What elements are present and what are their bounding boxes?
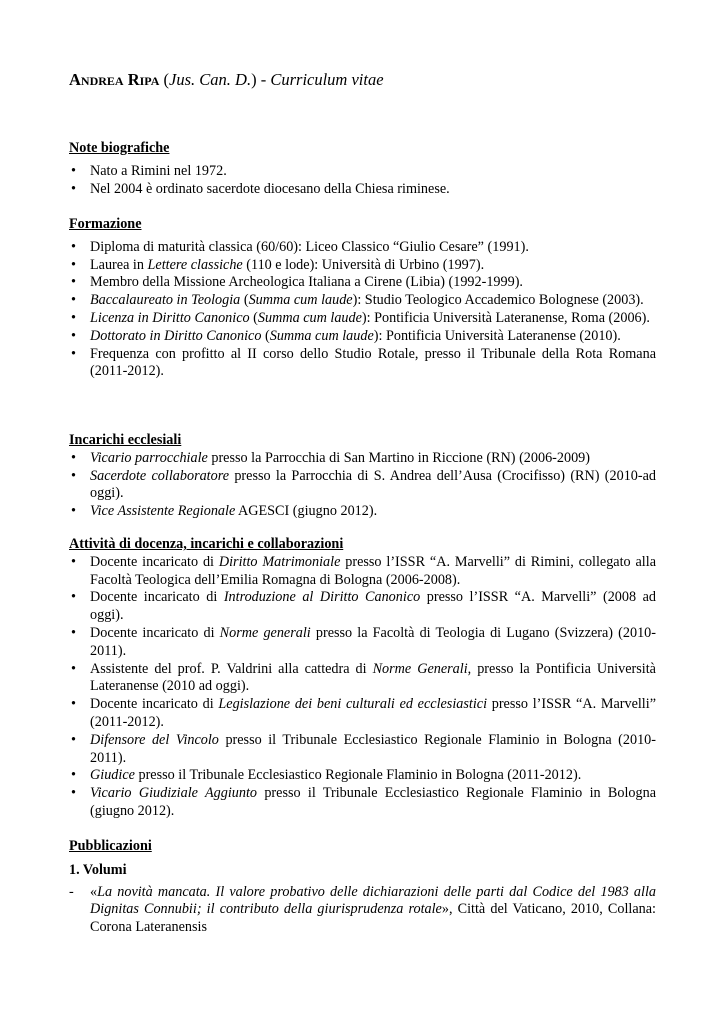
subheading-volumi: 1. Volumi [69,861,127,878]
section-heading-docenza: Attività di docenza, incarichi e collaborazioni [69,536,344,552]
page-title: Andrea Ripa (Jus. Can. D.) - Curriculum vitae [69,70,384,89]
list-dash: - [69,883,74,900]
section-heading-bio: Note biografiche [69,140,170,156]
section-heading-pubblicazioni: Pubblicazioni [69,838,152,854]
author-degree: Jus. Can. D. [169,70,252,89]
section-bio [69,140,656,198]
section-pubblicazioni [69,838,656,937]
list-item: • Giudice presso il Tribunale Ecclesiastico Regionale Flaminio in Bologna (2011-2012). [69,767,656,785]
formazione-list [69,239,656,381]
list-item: • Docente incaricato di Legislazione dei beni culturali ed ecclesiastici presso l’ISSR “A. Marvelli” (2011-2012). [69,696,656,732]
list-item: • Laurea in Lettere classiche (110 e lode): Università di Urbino (1997). [69,257,656,275]
author-last-name: Ripa [127,70,160,89]
list-item: • Docente incaricato di Introduzione al Diritto Canonico presso l’ISSR “A. Marvelli” (2008 ad oggi). [69,589,656,625]
list-item: • Vicario parrocchiale presso la Parrocchia di San Martino in Riccione (RN) (2006-2009) [69,450,656,468]
list-item: • Sacerdote collaboratore presso la Parrocchia di S. Andrea dell’Ausa (Crocifisso) (RN) (2010-ad oggi). [69,468,656,504]
list-item: • Vice Assistente Regionale AGESCI (giugno 2012). [69,503,656,521]
list-item: • Baccalaureato in Teologia (Summa cum laude): Studio Teologico Accademico Bolognese (2003). [69,292,656,310]
list-item: • Vicario Giudiziale Aggiunto presso il Tribunale Ecclesiastico Regionale Flaminio in Bologna (giugno 2012). [69,785,656,821]
incarichi-list [69,450,656,521]
list-item: • Frequenza con profitto al II corso dello Studio Rotale, presso il Tribunale della Rota Romana (2011-2012). [69,346,656,382]
docenza-list [69,554,656,821]
list-item: • Docente incaricato di Norme generali presso la Facoltà di Teologia di Lugano (Svizzera) (2010-2011). [69,625,656,661]
section-formazione [69,216,656,381]
section-heading-incarichi: Incarichi ecclesiali [69,432,182,448]
bio-list [69,163,656,199]
list-item: • Membro della Missione Archeologica Italiana a Cirene (Libia) (1992-1999). [69,274,656,292]
list-item: • Docente incaricato di Diritto Matrimoniale presso l’ISSR “A. Marvelli” di Rimini, collegato alla Facoltà Teologica dell’Emilia Romagna di Bologna (2006-2008). [69,554,656,590]
list-item: • Difensore del Vincolo presso il Tribunale Ecclesiastico Regionale Flaminio in Bologna (2010-2011). [69,732,656,768]
publication-item: - «La novità mancata. Il valore probativo delle dichiarazioni delle parti dal Codice del 1983 alla Dignitas Connubii; il contributo della giurisprudenza rotale», Città del Vaticano, 2010, Collana: Corona Lateranensis [69,883,656,936]
section-heading-formazione: Formazione [69,216,142,232]
list-item: • Nato a Rimini nel 1972. [69,163,656,181]
list-item: • Assistente del prof. P. Valdrini alla cattedra di Norme Generali, presso la Pontificia Università Lateranense (2010 ad oggi). [69,661,656,697]
document-type: Curriculum vitae [270,70,384,89]
section-docenza [69,536,656,821]
list-item: • Dottorato in Diritto Canonico (Summa cum laude): Pontificia Università Lateranense (2010). [69,328,656,346]
section-incarichi [69,432,656,521]
list-item: • Diploma di maturità classica (60/60): Liceo Classico “Giulio Cesare” (1991). [69,239,656,257]
list-item: • Nel 2004 è ordinato sacerdote diocesano della Chiesa riminese. [69,181,656,199]
list-item: • Licenza in Diritto Canonico (Summa cum laude): Pontificia Università Lateranense, Roma (2006). [69,310,656,328]
author-first-name: Andrea [69,70,124,89]
